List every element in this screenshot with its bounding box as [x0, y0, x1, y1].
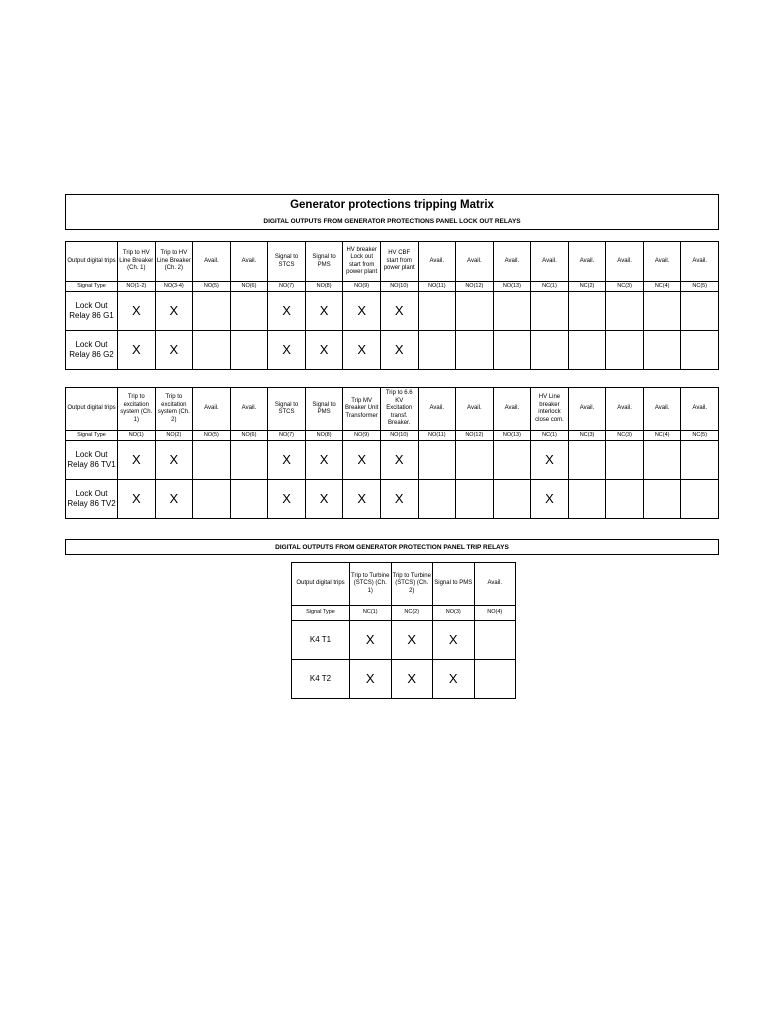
signal-type-cell: NO(5)	[193, 431, 231, 441]
trip-mark-cell: X	[305, 480, 343, 519]
trip-mark-cell	[193, 331, 231, 370]
trip-mark-cell: X	[350, 621, 392, 660]
signal-type-cell: NO(1-2)	[118, 282, 156, 292]
trip-mark-cell: X	[433, 621, 475, 660]
row-label: K4 T1	[292, 621, 350, 660]
corner-header: Output digital trips	[292, 563, 350, 606]
column-header: Signal to STCS	[268, 242, 306, 282]
signal-type-cell: NO(3-4)	[155, 282, 193, 292]
signal-type-cell: NO(3)	[433, 606, 475, 621]
column-header: Avail.	[418, 242, 456, 282]
signal-type-cell: NC(4)	[643, 431, 681, 441]
trip-mark-cell	[681, 480, 719, 519]
trip-mark-cell	[681, 441, 719, 480]
table-row	[66, 292, 719, 331]
trip-mark-cell: X	[118, 480, 156, 519]
signal-type-row	[66, 282, 719, 292]
corner-header: Output digital trips	[66, 388, 118, 431]
row-label: Lock Out Relay 86 G2	[66, 331, 118, 370]
column-header: Trip to excitation system (Ch. 1)	[118, 388, 156, 431]
trip-mark-cell: X	[380, 331, 418, 370]
trip-mark-cell	[643, 331, 681, 370]
signal-type-cell: NO(7)	[268, 431, 306, 441]
trip-mark-cell	[456, 480, 494, 519]
trip-mark-cell	[193, 480, 231, 519]
column-header: Avail.	[681, 388, 719, 431]
trip-mark-cell: X	[531, 480, 569, 519]
signal-type-cell: NO(10)	[380, 431, 418, 441]
trip-mark-cell	[643, 292, 681, 331]
signal-type-cell: NO(10)	[380, 282, 418, 292]
column-header: Avail.	[606, 388, 644, 431]
signal-type-label: Signal Type	[66, 282, 118, 292]
trip-mark-cell	[418, 480, 456, 519]
column-header: Avail.	[606, 242, 644, 282]
lockout-relays-matrix-g	[65, 241, 719, 370]
trip-mark-cell	[531, 331, 569, 370]
trip-mark-cell: X	[343, 292, 381, 331]
signal-type-cell: NC(5)	[681, 431, 719, 441]
signal-type-cell: NO(12)	[456, 431, 494, 441]
trip-mark-cell: X	[155, 480, 193, 519]
column-header: Avail.	[193, 388, 231, 431]
lockout-relays-heading: DIGITAL OUTPUTS FROM GENERATOR PROTECTIONS PANEL LOCK OUT RELAYS	[263, 218, 521, 225]
trip-mark-cell	[418, 292, 456, 331]
trip-relays-matrix	[291, 562, 516, 699]
trip-mark-cell	[606, 480, 644, 519]
trip-mark-cell: X	[343, 441, 381, 480]
signal-type-cell: NC(2)	[391, 606, 433, 621]
signal-type-label: Signal Type	[66, 431, 118, 441]
signal-type-cell: NO(7)	[268, 282, 306, 292]
column-header: Avail.	[493, 242, 531, 282]
signal-type-cell: NO(6)	[230, 431, 268, 441]
signal-type-row	[292, 606, 516, 621]
signal-type-cell: NC(1)	[350, 606, 392, 621]
trip-mark-cell	[681, 292, 719, 331]
trip-mark-cell	[493, 292, 531, 331]
column-header: Trip to 6.6 KV Excitation transf. Breaker.	[380, 388, 418, 431]
signal-type-row	[66, 431, 719, 441]
signal-type-cell: NO(1)	[118, 431, 156, 441]
table-row	[66, 441, 719, 480]
signal-type-label: Signal Type	[292, 606, 350, 621]
trip-mark-cell	[643, 480, 681, 519]
trip-mark-cell	[230, 441, 268, 480]
column-header: Avail.	[418, 388, 456, 431]
trip-mark-cell	[643, 441, 681, 480]
signal-type-cell: NO(9)	[343, 431, 381, 441]
signal-type-cell: NO(9)	[343, 282, 381, 292]
trip-mark-cell: X	[268, 292, 306, 331]
column-header: Trip to HV Line Breaker (Ch. 1)	[118, 242, 156, 282]
column-header: Avail.	[493, 388, 531, 431]
matrix-title: Generator protections tripping Matrix	[290, 199, 494, 211]
trip-mark-cell: X	[531, 441, 569, 480]
signal-type-cell: NO(13)	[493, 431, 531, 441]
signal-type-cell: NO(11)	[418, 431, 456, 441]
trip-mark-cell	[568, 331, 606, 370]
trip-mark-cell	[568, 441, 606, 480]
column-header: Avail.	[230, 388, 268, 431]
signal-type-cell: NO(8)	[305, 431, 343, 441]
trip-mark-cell	[606, 292, 644, 331]
trip-mark-cell: X	[380, 292, 418, 331]
trip-mark-cell: X	[391, 660, 433, 699]
trip-mark-cell: X	[305, 441, 343, 480]
trip-mark-cell: X	[433, 660, 475, 699]
trip-mark-cell	[474, 660, 516, 699]
signal-type-cell: NC(5)	[681, 282, 719, 292]
trip-relays-heading: DIGITAL OUTPUTS FROM GENERATOR PROTECTION PANEL TRIP RELAYS	[275, 544, 509, 551]
signal-type-cell: NO(11)	[418, 282, 456, 292]
trip-mark-cell	[230, 480, 268, 519]
column-header: Trip to excitation system (Ch. 2)	[155, 388, 193, 431]
header-row	[66, 388, 719, 431]
trip-mark-cell: X	[268, 480, 306, 519]
trip-mark-cell	[681, 331, 719, 370]
column-header: Avail.	[456, 242, 494, 282]
trip-mark-cell	[568, 292, 606, 331]
trip-mark-cell: X	[118, 292, 156, 331]
column-header: Trip to HV Line Breaker (Ch. 2)	[155, 242, 193, 282]
column-header: Trip to Turbine (STCS) (Ch. 2)	[391, 563, 433, 606]
signal-type-cell: NC(3)	[568, 431, 606, 441]
table-row	[292, 621, 516, 660]
trip-mark-cell	[418, 441, 456, 480]
signal-type-cell: NO(8)	[305, 282, 343, 292]
row-label: Lock Out Relay 86 TV2	[66, 480, 118, 519]
trip-mark-cell	[606, 441, 644, 480]
table-row	[66, 480, 719, 519]
trip-mark-cell: X	[155, 331, 193, 370]
trip-mark-cell: X	[118, 441, 156, 480]
trip-mark-cell	[456, 292, 494, 331]
column-header: Signal to STCS	[268, 388, 306, 431]
header-row	[66, 242, 719, 282]
signal-type-cell: NO(4)	[474, 606, 516, 621]
trip-mark-cell: X	[155, 441, 193, 480]
column-header: HV CBF start from power plant	[380, 242, 418, 282]
signal-type-cell: NC(2)	[568, 282, 606, 292]
trip-mark-cell	[493, 331, 531, 370]
column-header: Signal to PMS	[433, 563, 475, 606]
column-header: Trip to Turbine (STCS) (Ch. 1)	[350, 563, 392, 606]
row-label: K4 T2	[292, 660, 350, 699]
column-header: Avail.	[643, 242, 681, 282]
signal-type-cell: NO(12)	[456, 282, 494, 292]
signal-type-cell: NC(1)	[531, 282, 569, 292]
column-header: Avail.	[193, 242, 231, 282]
trip-mark-cell	[568, 480, 606, 519]
trip-mark-cell	[230, 292, 268, 331]
table-row	[66, 331, 719, 370]
trip-mark-cell: X	[305, 292, 343, 331]
trip-mark-cell	[418, 331, 456, 370]
trip-mark-cell: X	[391, 621, 433, 660]
trip-mark-cell: X	[343, 331, 381, 370]
trip-mark-cell	[474, 621, 516, 660]
column-header: Signal to PMS	[305, 242, 343, 282]
trip-mark-cell: X	[380, 480, 418, 519]
trip-mark-cell: X	[268, 331, 306, 370]
trip-mark-cell	[230, 331, 268, 370]
column-header: Avail.	[230, 242, 268, 282]
header-row	[292, 563, 516, 606]
lockout-relays-heading-box	[65, 215, 719, 230]
column-header: Avail.	[568, 242, 606, 282]
trip-mark-cell: X	[155, 292, 193, 331]
column-header: Avail.	[681, 242, 719, 282]
column-header: HV breaker Lock out start from power plant	[343, 242, 381, 282]
signal-type-cell: NC(1)	[531, 431, 569, 441]
column-header: Avail.	[456, 388, 494, 431]
trip-mark-cell	[493, 441, 531, 480]
row-label: Lock Out Relay 86 TV1	[66, 441, 118, 480]
column-header: HV Line breaker interlock close com.	[531, 388, 569, 431]
table-row	[292, 660, 516, 699]
trip-mark-cell: X	[350, 660, 392, 699]
signal-type-cell: NO(6)	[230, 282, 268, 292]
column-header: Avail.	[474, 563, 516, 606]
trip-mark-cell: X	[118, 331, 156, 370]
column-header: Avail.	[643, 388, 681, 431]
lockout-relays-matrix-tv	[65, 387, 719, 519]
signal-type-cell: NC(3)	[606, 431, 644, 441]
signal-type-cell: NO(5)	[193, 282, 231, 292]
trip-mark-cell	[456, 441, 494, 480]
corner-header: Output digital trips	[66, 242, 118, 282]
trip-mark-cell: X	[380, 441, 418, 480]
row-label: Lock Out Relay 86 G1	[66, 292, 118, 331]
trip-mark-cell: X	[343, 480, 381, 519]
signal-type-cell: NO(2)	[155, 431, 193, 441]
trip-mark-cell	[456, 331, 494, 370]
column-header: Avail.	[531, 242, 569, 282]
column-header: Signal to PMS	[305, 388, 343, 431]
signal-type-cell: NC(3)	[606, 282, 644, 292]
column-header: Avail.	[568, 388, 606, 431]
trip-mark-cell	[531, 292, 569, 331]
trip-mark-cell	[193, 292, 231, 331]
trip-mark-cell: X	[305, 331, 343, 370]
matrix-title-box	[65, 194, 719, 216]
column-header: Trip MV Breaker Unit Transformer	[343, 388, 381, 431]
signal-type-cell: NO(13)	[493, 282, 531, 292]
trip-mark-cell	[193, 441, 231, 480]
trip-mark-cell	[606, 331, 644, 370]
trip-relays-heading-box	[65, 539, 719, 555]
trip-mark-cell	[493, 480, 531, 519]
signal-type-cell: NC(4)	[643, 282, 681, 292]
trip-mark-cell: X	[268, 441, 306, 480]
